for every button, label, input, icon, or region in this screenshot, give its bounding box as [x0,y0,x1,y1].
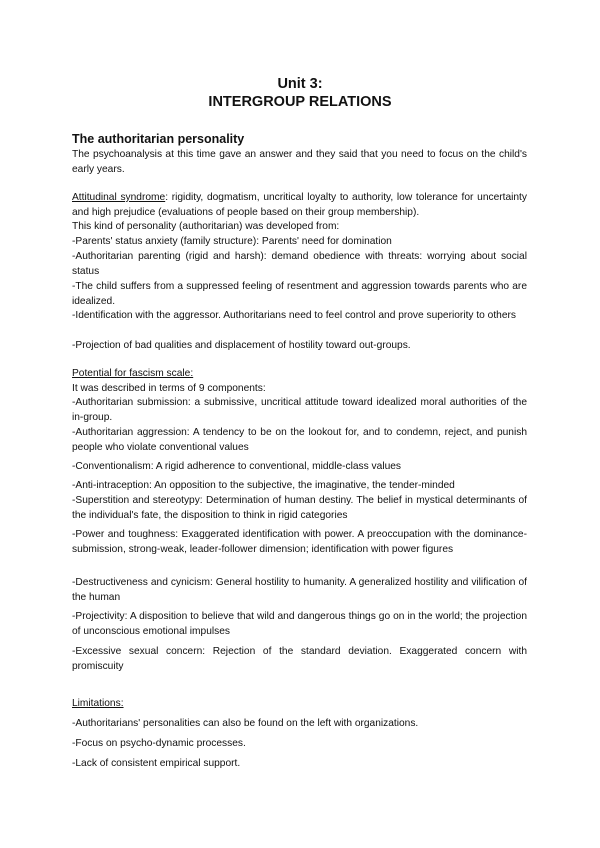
fascism-component: -Destructiveness and cynicism: General hostility to humanity. A generalized hostility and vilification of the human [72,577,527,603]
fascism-component: -Anti-intraception: An opposition to the subjective, the imaginative, the tender-minded [72,480,455,491]
development-point: -The child suffers from a suppressed feeling of resentment and aggression towards parents who are idealized. [72,281,527,307]
section-heading-authoritarian-personality: The authoritarian personality [72,132,245,146]
limitation-item: -Focus on psycho-dynamic processes. [72,738,246,749]
intro-paragraph: The psychoanalysis at this time gave an answer and they said that you need to focus on the child's early years. [72,149,527,175]
fascism-component: -Excessive sexual concern: Rejection of the standard deviation. Exaggerated concern with promiscuity [72,646,527,672]
syndrome-label: Attitudinal syndrome [72,192,166,203]
document-title: INTERGROUP RELATIONS [208,94,392,110]
fascism-component: -Authoritarian submission: a submissive, uncritical attitude toward idealized moral authorities of the in-group. [72,397,527,423]
section-heading-fascism-scale: Potential for fascism scale: [72,368,194,379]
limitation-item: -Lack of consistent empirical support. [72,758,241,769]
development-point: -Identification with the aggressor. Authoritarians need to feel control and prove superiority to others [72,310,516,321]
limitation-item: -Authoritarians' personalities can also be found on the left with organizations. [72,718,419,729]
fascism-component: -Projectivity: A disposition to believe that wild and dangerous things go on in the world; the projection of unconscious emotional impulses [72,611,527,637]
fascism-component: -Superstition and stereotypy: Determination of human destiny. The belief in mystical determinants of the individual's fate, the disposition to think in rigid categories [72,495,527,521]
syndrome-text: : rigidity, dogmatism, uncritical loyalty to authority, low tolerance for uncertainty and high prejudice (evaluations of people based on their group membership). [72,192,527,218]
section-heading-limitations: Limitations: [72,698,124,709]
development-intro: This kind of personality (authoritarian) was developed from: [72,221,340,232]
fascism-component: -Conventionalism: A rigid adherence to conventional, middle-class values [72,461,402,472]
fascism-component: -Authoritarian aggression: A tendency to be on the lookout for, and to condemn, reject, and punish people who violate conventional values [72,427,527,453]
fascism-component: -Power and toughness: Exaggerated identification with power. A preoccupation with the dominance-submission, strong-weak, leader-follower dimension; identification with power figures [72,529,527,555]
development-point: -Parents' status anxiety (family structure): Parents' need for domination [72,236,392,247]
fascism-scale-intro: It was described in terms of 9 components: [72,383,266,394]
syndrome-paragraph [72,191,527,220]
unit-title: Unit 3: [277,76,323,92]
development-point: -Projection of bad qualities and displacement of hostility toward out-groups. [72,340,411,351]
development-point: -Authoritarian parenting (rigid and harsh): demand obedience with threats: worrying about social status [72,251,527,277]
